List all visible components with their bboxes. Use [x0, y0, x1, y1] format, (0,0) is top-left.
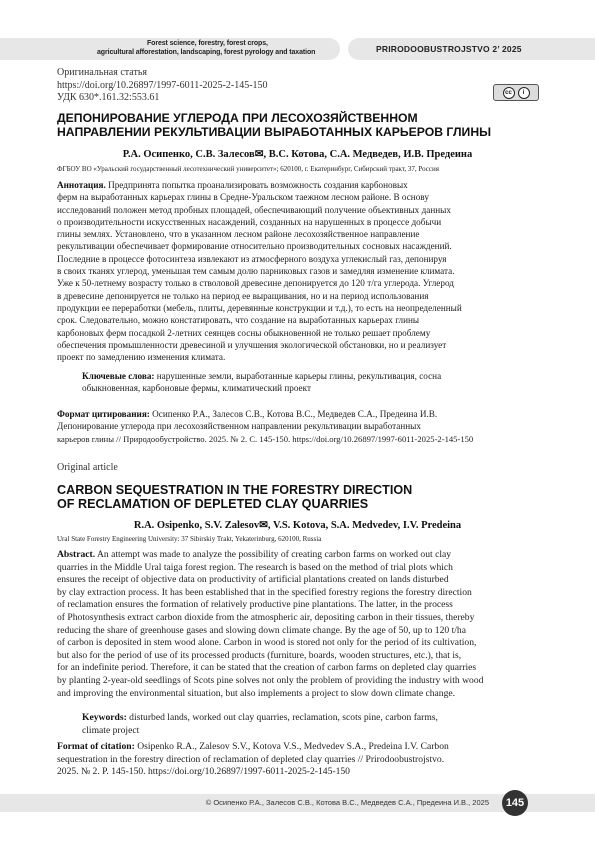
abstract-ru-line: глины землях. Установлено, что в указанном лесном районе лесохозяйственное направление — [57, 229, 420, 240]
title-ru-line: ДЕПОНИРОВАНИЕ УГЛЕРОДА ПРИ ЛЕСОХОЗЯЙСТВЕННОМ — [57, 111, 418, 125]
abstract-en-line: by planting 2-year-old seedlings of Scots pine solves not only the problem of providing the industry with wood — [57, 674, 484, 686]
keywords-en-label: Keywords: — [82, 712, 127, 723]
abstract-ru-line: карбоновых ферм посадкой 2-летних сеянцев сосны обыкновенной не только решает проблему — [57, 327, 431, 338]
page-number: 145 — [502, 790, 528, 816]
abstract-en-line: for an indefinite period. Therefore, it can be stated that the creation of carbon farms on depleted clay quarries — [57, 662, 477, 674]
abstract-ru-line: Аннотация. Предпринята попытка проанализировать возможность создания карбоновых — [57, 180, 408, 190]
abstract-ru-line: рекультивации обеспечивает формирование относительно производительных сосновых насаждений. — [57, 241, 452, 252]
keywords-en-line: climate project — [82, 724, 140, 736]
copyright-text: © Осипенко Р.А., Залесов С.В., Котова В.С., Медведев С.А., Предеина И.В., 2025 — [205, 798, 489, 807]
affiliation-en: Ural State Forestry Engineering University: 37 Sibirskiy Trakt, Yekaterinburg, 620100, Russia — [57, 535, 322, 543]
abstract-ru-line: о производительности искусственных насаждений, созданных на нарушенных в процессе добычи — [57, 216, 442, 227]
keywords-ru-line: обыкновенная, карбоновые фермы, климатический проект — [82, 383, 311, 394]
title-en-line: OF RECLAMATION OF DEPLETED CLAY QUARRIES — [57, 497, 369, 511]
article-meta — [57, 67, 268, 105]
citation-en: Format of citation: Osipenko R.A., Zalesov S.V., Kotova V.S., Medvedev S.A., Predeina I.V. Carbon sequestration in the forestry direction of reclamation of depleted clay quarries // Prirodoobustrojstvo. 2025. № 2. P. 145-150. https://doi.org/10.26897/1997-6011-2025-2-145-150 — [57, 741, 539, 779]
doi-link[interactable]: https://doi.org/10.26897/1997-6011-2025-2-145-150 — [57, 79, 268, 91]
abstract-en-line: reducing the share of greenhouse gases and slowing down climate change. By the age of 50, up to 120 t/ha — [57, 624, 466, 636]
abstract-en-line: by clay extraction process. It has been established that in the specified forestry regions the forestry direction — [57, 586, 472, 598]
abstract-ru-line: в древесине депонируется не только на период ее выращивания, но и на период использования — [57, 290, 429, 301]
abstract-ru-line: в своих тканях углерод, уменьшая тем самым долю парниковых газов и замедляя изменение климата. — [57, 266, 455, 277]
abstract-ru-line: Последние в процессе фотосинтеза извлекают из атмосферного воздуха углекислый газ, депонируя — [57, 253, 447, 264]
abstract-ru-line: проект по замедлению изменения климата. — [57, 352, 226, 363]
abstract-en-line: and improving the environmental situation, but also implements a project to slow down climate change. — [57, 687, 456, 699]
abstract-en: Abstract. An attempt was made to analyze the possibility of creating carbon farms on worked out clay quarries in the Middle Ural taiga forest region. The research is based on the method of trial plots which ensures the receipt of objective data on productivity of artificial plantations created on lands disturbed by clay extraction process. It has been established that in the specified forestry regions the forestry direction of reclamation ensures the formation of relatively productive pine plantations. The latter, in the process of Photosynthesis extract carbon dioxide from the atmospheric air, depositing carbon in their tissues, thereby reducing the share of greenhouse gases and slowing down climate change. By the age of 50, up to 120 t/ha of carbon is deposited in stem wood alone. Carbon in wood is stored not only for the period of its cultivation, but also for the period of use of its processed products (furniture, boards, wooden structures, etc.), that is, for an indefinite period. Therefore, it can be stated that the creation of carbon farms on depleted clay quarries by planting 2-year-old seedlings of Scots pine solves not only the problem of providing the industry with wood and improving the environmental situation, but also implements a project to slow down climate change. — [57, 549, 539, 700]
journal-section-line2: agricultural afforestation, landscaping, forest pyrology and taxation — [97, 49, 316, 56]
citation-ru-line: карьеров глины // Природообустройство. 2025. № 2. С. 145-150. https://doi.org/10.26897/1997-6011-2025-2-145-150 — [57, 433, 474, 444]
article-type-en: Original article — [57, 462, 118, 473]
abstract-ru-line: исследований положен метод пробных площадей, обеспечивающий получение объективных данных — [57, 204, 451, 215]
abstract-ru — [57, 179, 539, 363]
keywords-ru-label: Ключевые слова: — [82, 371, 155, 381]
abstract-ru-line: ферм на выработанных карьерах глины в Средне-Уральском таежном лесном районе. В основу — [57, 192, 429, 203]
journal-section-header — [0, 38, 340, 60]
abstract-en-line: of Photosynthesis extract carbon dioxide from the atmospheric air, depositing carbon in their tissues, thereby — [57, 611, 475, 623]
authors-en: R.A. Osipenko, S.V. Zalesov✉, V.S. Kotova, S.A. Medvedev, I.V. Predeina — [133, 520, 462, 531]
authors-ru: Р.А. Осипенко, С.В. Залесов✉, В.С. Котова, С.А. Медведев, И.В. Предеина — [122, 149, 473, 160]
keywords-ru: Ключевые слова: нарушенные земли, выработанные карьеры глины, рекультивация, сосна обыкновенная, карбоновые фермы, климатический проект — [82, 370, 539, 395]
citation-en-line: 2025. № 2. P. 145-150. https://doi.org/10.26897/1997-6011-2025-2-145-150 — [57, 766, 350, 778]
citation-ru-label: Формат цитирования: — [57, 409, 150, 419]
abstract-en-label: Abstract. — [57, 549, 96, 560]
title-ru — [57, 111, 547, 139]
abstract-en-line: of reclamation ensures the formation of relatively productive pine plantations. The latter, in the process — [57, 599, 453, 611]
abstract-ru-line: срок. Следовательно, можно констатировать, что создание на выработанных карьерах глины — [57, 315, 420, 326]
title-ru-line: НАПРАВЛЕНИИ РЕКУЛЬТИВАЦИИ ВЫРАБОТАННЫХ КАРЬЕРОВ ГЛИНЫ — [57, 125, 492, 139]
citation-ru: Формат цитирования: Осипенко Р.А., Залесов С.В., Котова В.С., Медведев С.А., Предеина И.В. Депонирование углерода при лесохозяйственном направлении рекультивации выработанных карьеров глины // Природообустройство. 2025. № 2. С. 145-150. https://doi.org/10.26897/1997-6011-2025-2-145-150 — [57, 408, 539, 445]
abstract-ru-label: Аннотация. — [57, 180, 106, 190]
abstract-en-line: of carbon is deposited in stem wood alone. Carbon in wood is stored not only for the period of its cultivation, — [57, 637, 477, 649]
cc-license-badge[interactable] — [493, 84, 539, 101]
journal-section-line1: Forest science, forestry, forest crops, — [147, 40, 268, 47]
journal-issue: PRIRODOOBUSTROJSTVO 2’ 2025 — [376, 44, 522, 54]
title-en — [57, 483, 547, 511]
udc-code: УДК 630*.161.32:553.61 — [57, 92, 160, 103]
cc-icon: cc — [503, 87, 515, 99]
citation-en-line: sequestration in the forestry direction of reclamation of depleted clay quarries // Prirodoobustrojstvo. — [57, 753, 445, 765]
abstract-en-line: ensures the receipt of objective data on productivity of artificial plantations created on lands disturbed — [57, 574, 449, 586]
abstract-en-line: quarries in the Middle Ural taiga forest region. The research is based on the method of trial plots which — [57, 561, 453, 573]
abstract-ru-line: продукции ее переработки (мебель, плиты, деревянные конструкции и т.д.), то есть на неопределенный — [57, 302, 462, 313]
keywords-en: Keywords: disturbed lands, worked out clay quarries, reclamation, scots pine, carbon farms, climate project — [82, 712, 539, 737]
abstract-en-line: but also for the period of use of its processed products (furniture, boards, wooden structures, etc.), that is, — [57, 649, 462, 661]
citation-en-label: Format of citation: — [57, 741, 135, 752]
abstract-ru-line: обеспечения промышленности древесиной и улучшения экологической обстановки, но и реализует — [57, 339, 447, 350]
journal-issue-header — [348, 38, 595, 60]
affiliation-ru: ФГБОУ ВО «Уральский государственный лесотехнический университет»; 620100, г. Екатеринбург, Сибирский тракт, 37, Россия — [57, 165, 439, 173]
abstract-ru-line: Уже к 50-летнему возрасту только в стволовой древесине депонируется до 120 т/га углерода. Углерод — [57, 278, 454, 289]
title-en-line: CARBON SEQUESTRATION IN THE FORESTRY DIRECTION — [57, 483, 413, 497]
citation-ru-line: Депонирование углерода при лесохозяйственном направлении рекультивации выработанных — [57, 421, 421, 432]
article-type-ru: Оригинальная статья — [57, 67, 147, 78]
by-icon: i — [518, 87, 530, 99]
